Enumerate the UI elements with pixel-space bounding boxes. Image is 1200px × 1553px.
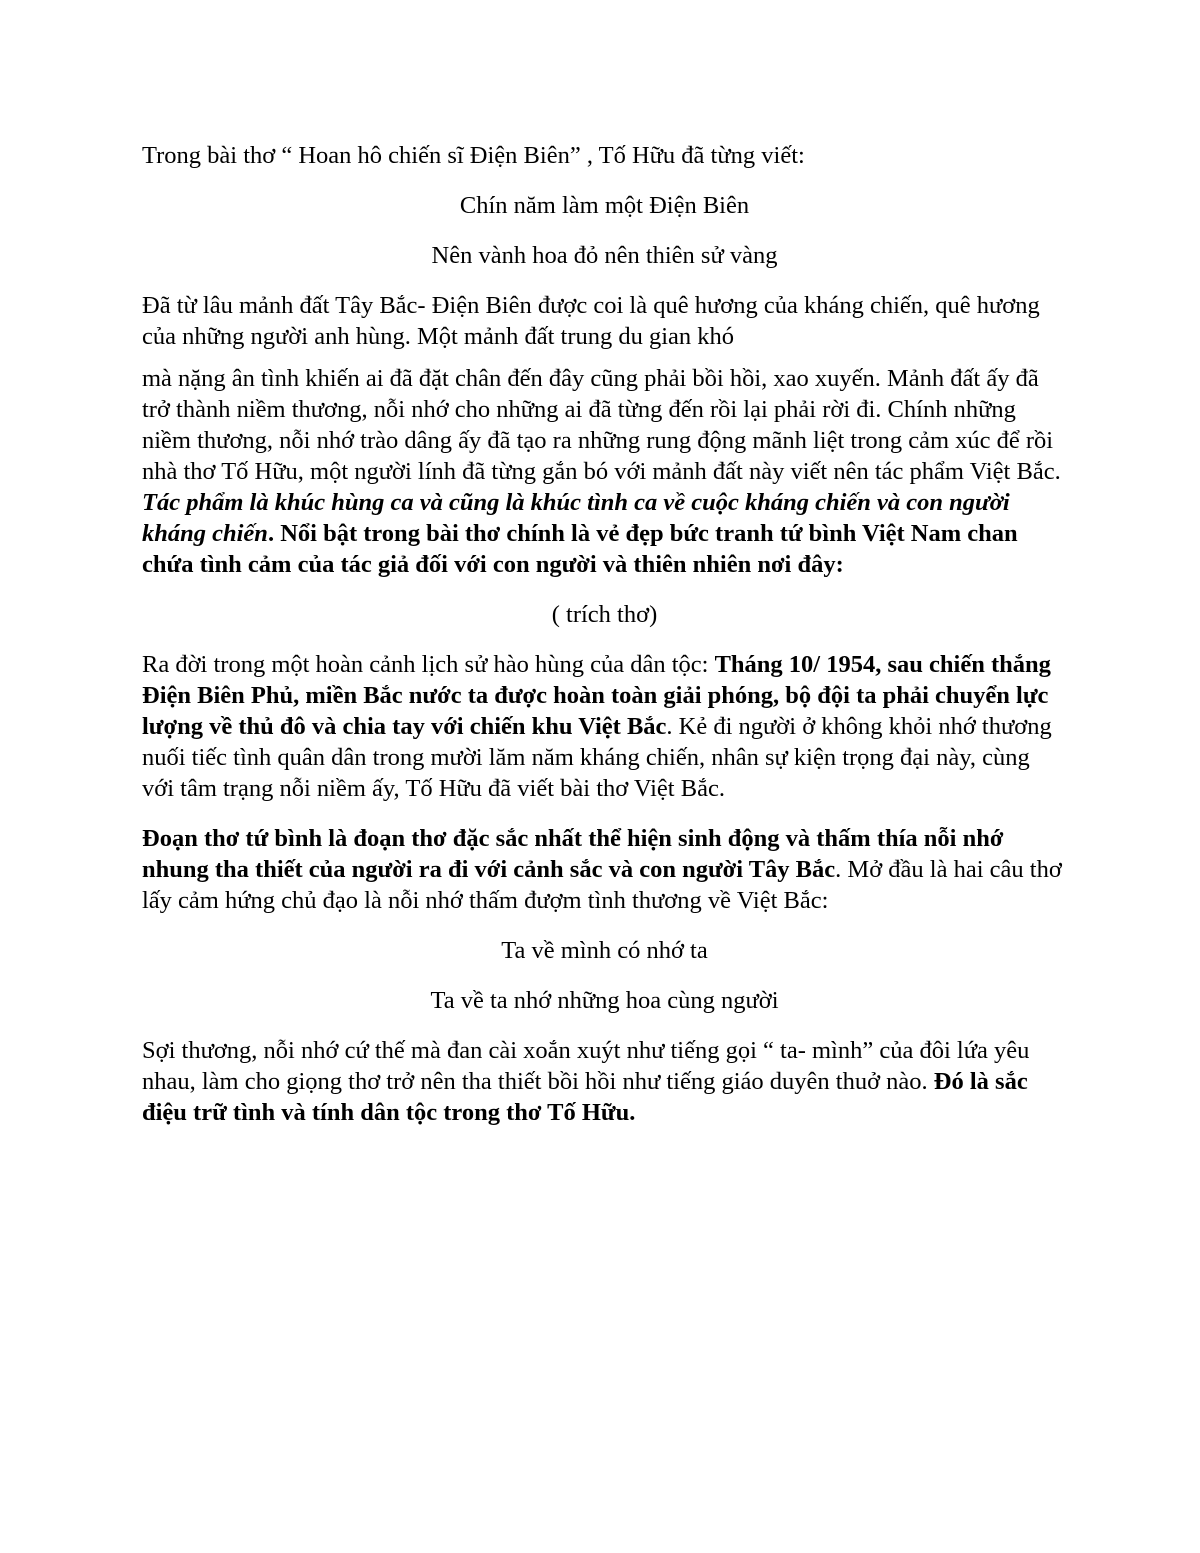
paragraph-text: Ra đời trong một hoàn cảnh lịch sử hào hùng của dân tộc:	[142, 651, 715, 678]
bold-text: . Nổi bật trong bài thơ chính là vẻ đẹp bức tranh tứ bình Việt Nam chan chứa tình cảm của tác giả đối với con người và thiên nhiên nơi đây:	[142, 520, 1018, 578]
body-paragraph	[142, 290, 1067, 352]
bold-text: Tháng 10/ 1954, sau chiến thắng Điện Biên Phủ, miền Bắc nước ta được hoàn toàn giải phóng, bộ đội ta phải chuyển lực lượng về thủ đô và chia tay với chiến khu Việt Bắc	[142, 651, 1051, 740]
verse-text: Ta về mình có nhớ ta	[501, 937, 708, 964]
intro-paragraph	[142, 140, 1067, 171]
excerpt-note-text: ( trích thơ)	[551, 601, 658, 628]
verse-text: Ta về ta nhớ những hoa cùng người	[430, 987, 779, 1014]
body-paragraph	[142, 649, 1067, 804]
verse-line	[142, 240, 1067, 271]
bold-text: Đoạn thơ tứ bình là đoạn thơ đặc sắc nhất thể hiện sinh động và thấm thía nỗi nhớ nhung tha thiết của người ra đi với cảnh sắc và con người Tây Bắc	[142, 825, 1004, 883]
paragraph-text: Sợi thương, nỗi nhớ cứ thế mà đan cài xoắn xuýt như tiếng gọi “ ta- mình” của đôi lứa yêu nhau, làm cho giọng thơ trở nên tha thiết bồi hồi như tiếng giáo duyên thuở nào.	[142, 1037, 1030, 1095]
emphasis-text: Tác phẩm là khúc hùng ca và cũng là khúc tình ca về cuộc kháng chiến và con người kháng chiến	[142, 489, 1010, 547]
body-paragraph	[142, 823, 1067, 916]
verse-text: Chín năm làm một Điện Biên	[459, 192, 750, 219]
verse-line	[142, 985, 1067, 1016]
paragraph-text: mà nặng ân tình khiến ai đã đặt chân đến đây cũng phải bồi hồi, xao xuyến. Mảnh đất ấy đã trở thành niềm thương, nỗi nhớ cho những ai đã từng đến rồi lại phải rời đi. Chính những niềm thương, nỗi nhớ trào dâng ấy đã tạo ra những rung động mãnh liệt trong cảm xúc để rồi nhà thơ Tố Hữu, một người lính đã từng gắn bó với mảnh đất này viết nên tác phẩm Việt Bắc.	[142, 365, 1061, 485]
paragraph-text: Đã từ lâu mảnh đất Tây Bắc- Điện Biên được coi là quê hương của kháng chiến, quê hương của những người anh hùng. Một mảnh đất trung du gian khó	[142, 292, 1040, 350]
body-paragraph	[142, 1035, 1067, 1128]
verse-text: Nên vành hoa đỏ nên thiên sử vàng	[431, 242, 778, 269]
verse-line	[142, 935, 1067, 966]
document-page	[142, 140, 1067, 1147]
paragraph-text: . Kẻ đi người ở không khỏi nhớ thương nuối tiếc tình quân dân trong mười lăm năm kháng chiến, nhân sự kiện trọng đại này, cùng với tâm trạng nỗi niềm ấy, Tố Hữu đã viết bài thơ Việt Bắc.	[142, 713, 1052, 802]
excerpt-note	[142, 599, 1067, 630]
paragraph-text: . Mở đầu là hai câu thơ lấy cảm hứng chủ đạo là nỗi nhớ thấm đượm tình thương về Việt Bắc:	[142, 856, 1062, 914]
body-paragraph	[142, 363, 1067, 580]
verse-line	[142, 190, 1067, 221]
intro-text: Trong bài thơ “ Hoan hô chiến sĩ Điện Biên” , Tố Hữu đã từng viết:	[142, 142, 805, 169]
bold-text: Đó là sắc điệu trữ tình và tính dân tộc trong thơ Tố Hữu.	[142, 1068, 1028, 1126]
